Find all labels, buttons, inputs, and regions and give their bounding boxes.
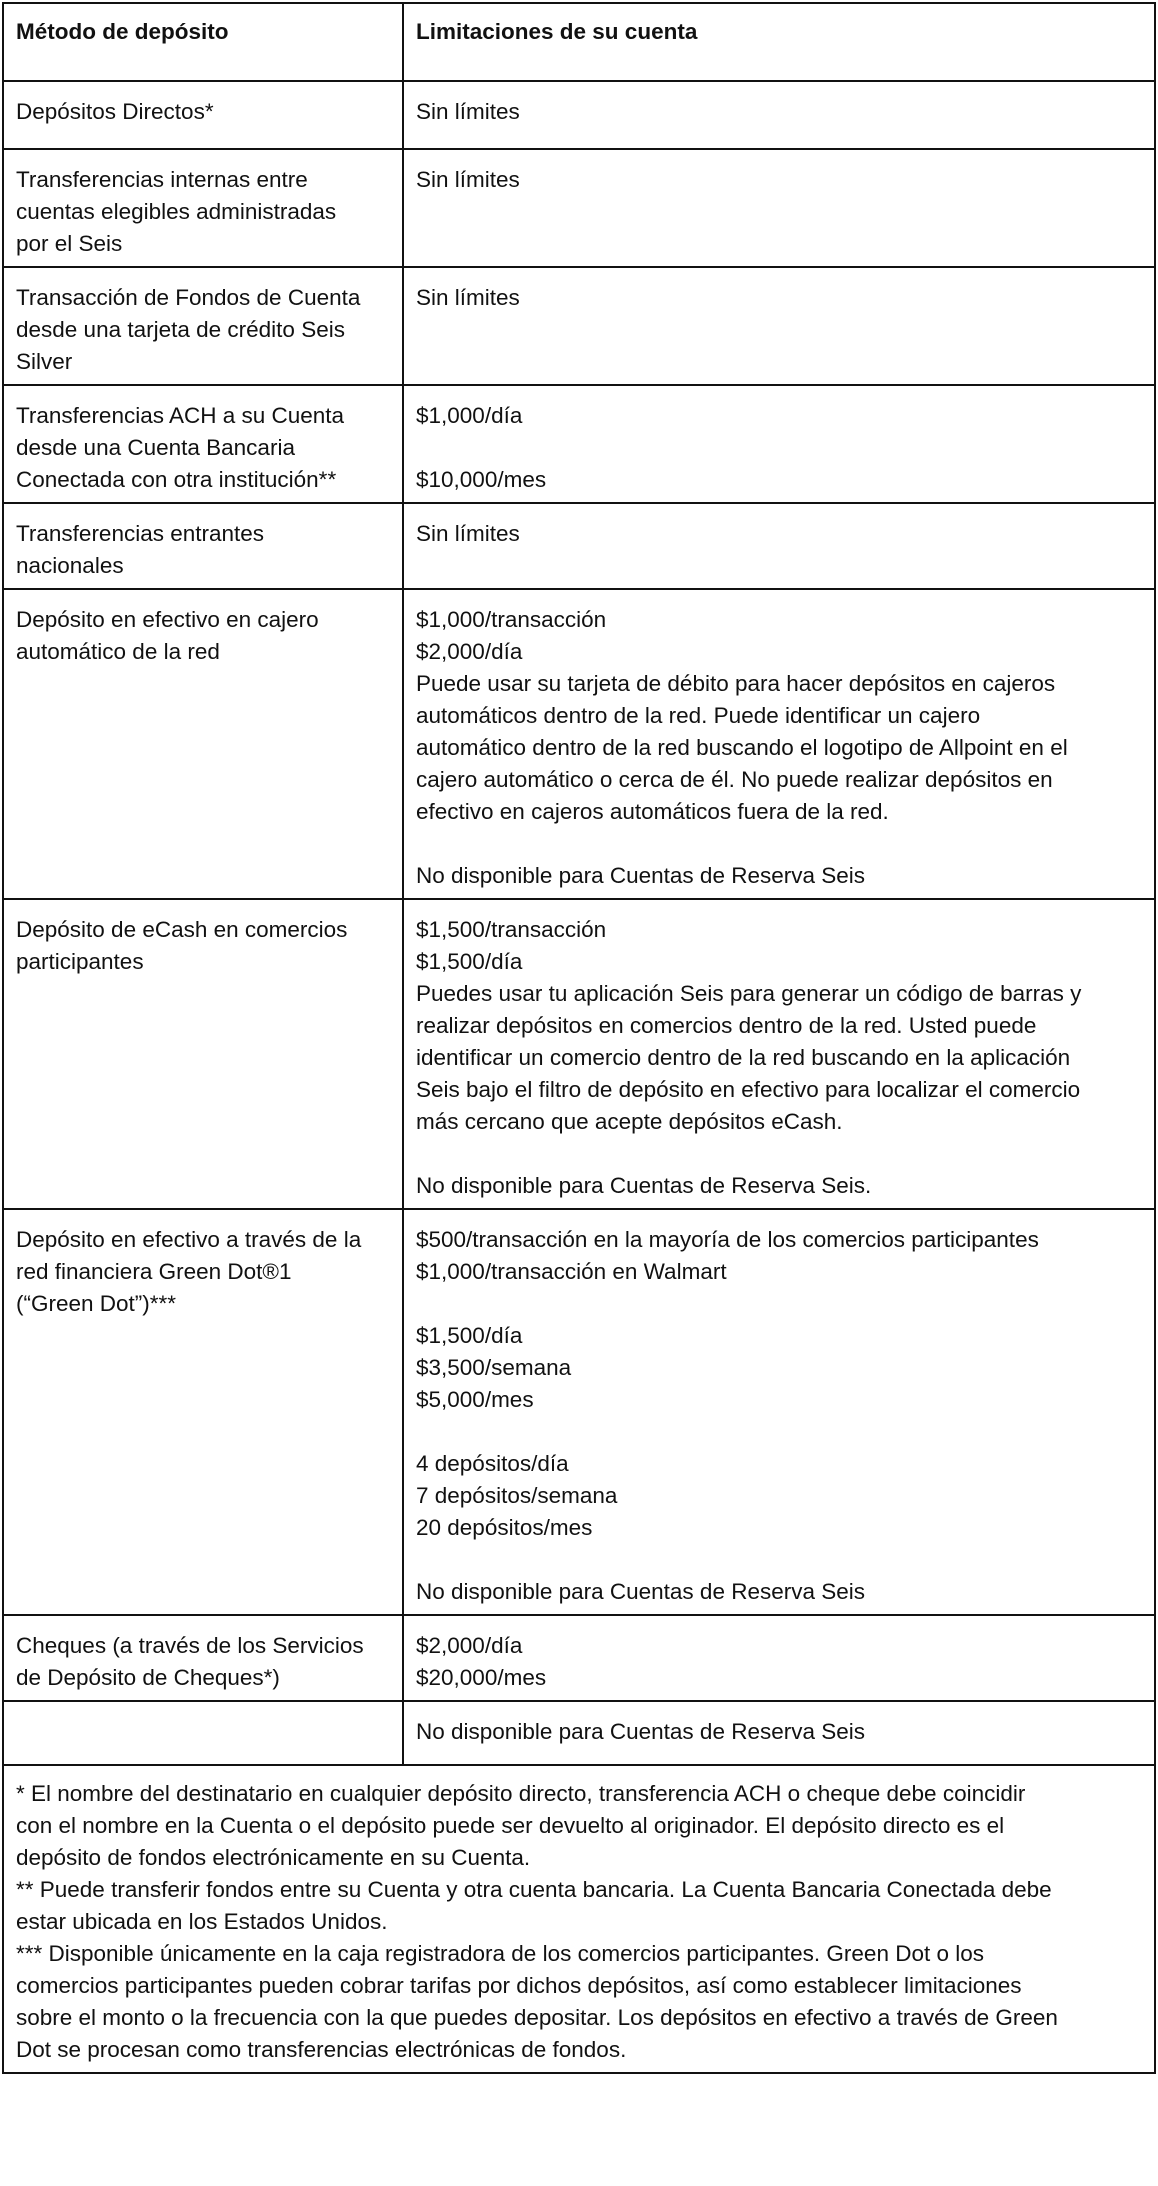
paragraph-gap (416, 828, 1142, 860)
account-limit-cell (403, 149, 1155, 267)
limit-text: $20,000/mes (416, 1665, 547, 1690)
deposit-method-text: Depósito en efectivo en cajero (16, 607, 319, 632)
limit-text: efectivo en cajeros automáticos fuera de la red. (416, 799, 889, 824)
limit-text: más cercano que acepte depósitos eCash. (416, 1109, 843, 1134)
limit-text: $2,000/día (416, 639, 523, 664)
footnote-text: depósito de fondos electrónicamente en su Cuenta. (16, 1845, 531, 1870)
footnote-text: sobre el monto o la frecuencia con la que puedes depositar. Los depósitos en efectivo a través de Green (16, 2005, 1058, 2030)
limit-text: No disponible para Cuentas de Reserva Seis. (416, 1173, 872, 1198)
limit-text: 4 depósitos/día (416, 1451, 569, 1476)
limit-text: automático dentro de la red buscando el logotipo de Allpoint en el (416, 735, 1068, 760)
table-row (3, 1701, 1155, 1765)
deposit-method-cell (3, 385, 403, 503)
footnote-text: con el nombre en la Cuenta o el depósito puede ser devuelto al originador. El depósito directo es el (16, 1813, 1005, 1838)
footnote-text: ** Puede transferir fondos entre su Cuenta y otra cuenta bancaria. La Cuenta Bancaria Conectada debe (16, 1877, 1052, 1902)
table-row (3, 1615, 1155, 1701)
deposit-method-cell (3, 589, 403, 899)
paragraph-gap (416, 1544, 1142, 1576)
deposit-method-cell (3, 149, 403, 267)
deposit-method-text: Silver (16, 349, 73, 374)
deposit-limits-table (2, 2, 1156, 2074)
limit-text: 20 depósitos/mes (416, 1515, 593, 1540)
paragraph-gap (416, 1416, 1142, 1448)
limit-text: Seis bajo el filtro de depósito en efectivo para localizar el comercio (416, 1077, 1081, 1102)
limit-text: automáticos dentro de la red. Puede identificar un cajero (416, 703, 981, 728)
footnote-text: comercios participantes pueden cobrar tarifas por dichos depósitos, así como establecer limitaciones (16, 1973, 1022, 1998)
deposit-method-text: Depósito de eCash en comercios (16, 917, 348, 942)
deposit-method-text: red financiera Green Dot®1 (16, 1259, 292, 1284)
account-limit-cell (403, 267, 1155, 385)
deposit-method-text: automático de la red (16, 639, 220, 664)
account-limit-cell (403, 1209, 1155, 1615)
table-body (3, 81, 1155, 1765)
paragraph-gap (416, 1138, 1142, 1170)
account-limit-cell (403, 589, 1155, 899)
table-row (3, 81, 1155, 149)
table-row (3, 149, 1155, 267)
limit-text: Puedes usar tu aplicación Seis para generar un código de barras y (416, 981, 1082, 1006)
header-account-limits: Limitaciones de su cuenta (403, 3, 1155, 81)
account-limit-cell (403, 81, 1155, 149)
footnote-text: estar ubicada en los Estados Unidos. (16, 1909, 388, 1934)
deposit-method-cell (3, 1615, 403, 1701)
account-limit-cell (403, 1615, 1155, 1701)
table-row (3, 1209, 1155, 1615)
deposit-method-text: Cheques (a través de los Servicios (16, 1633, 364, 1658)
deposit-method-text: Transferencias entrantes (16, 521, 265, 546)
limit-text: $1,500/día (416, 1323, 523, 1348)
table-row (3, 589, 1155, 899)
deposit-method-text: (“Green Dot”)*** (16, 1291, 177, 1316)
limit-text: $500/transacción en la mayoría de los comercios participantes (416, 1227, 1039, 1252)
header-deposit-method: Método de depósito (3, 3, 403, 81)
limit-text: Sin límites (416, 521, 520, 546)
deposit-method-cell (3, 1209, 403, 1615)
paragraph-gap (416, 1288, 1142, 1320)
limit-text: 7 depósitos/semana (416, 1483, 618, 1508)
limit-text: $1,000/transacción (416, 607, 607, 632)
table-row (3, 267, 1155, 385)
limit-text: cajero automático o cerca de él. No puede realizar depósitos en (416, 767, 1053, 792)
limit-text: $1,500/transacción (416, 917, 607, 942)
limit-text: Sin límites (416, 285, 520, 310)
footnote-text: Dot se procesan como transferencias electrónicas de fondos. (16, 2037, 627, 2062)
limit-text: Puede usar su tarjeta de débito para hacer depósitos en cajeros (416, 671, 1056, 696)
deposit-method-text: Transferencias internas entre (16, 167, 308, 192)
footnotes (3, 1765, 1155, 2073)
footnote-text: *** Disponible únicamente en la caja registradora de los comercios participantes. Green Dot o los (16, 1941, 985, 1966)
table-row (3, 899, 1155, 1209)
limit-text: $10,000/mes (416, 467, 547, 492)
table-header-row (3, 3, 1155, 81)
deposit-method-text: por el Seis (16, 231, 123, 256)
limit-text: $3,500/semana (416, 1355, 572, 1380)
deposit-method-cell (3, 503, 403, 589)
deposit-method-cell (3, 81, 403, 149)
deposit-method-text: nacionales (16, 553, 124, 578)
table-row (3, 503, 1155, 589)
deposit-method-text: Transferencias ACH a su Cuenta (16, 403, 345, 428)
paragraph-gap (416, 432, 1142, 464)
table-row (3, 385, 1155, 503)
footnotes-row (3, 1765, 1155, 2073)
limit-text: No disponible para Cuentas de Reserva Seis (416, 863, 866, 888)
limit-text: $1,500/día (416, 949, 523, 974)
account-limit-cell (403, 503, 1155, 589)
limit-text: Sin límites (416, 99, 520, 124)
limit-text: $1,000/transacción en Walmart (416, 1259, 727, 1284)
footnote-text: * El nombre del destinatario en cualquier depósito directo, transferencia ACH o cheque debe coincidir (16, 1781, 1026, 1806)
deposit-method-text: de Depósito de Cheques*) (16, 1665, 280, 1690)
deposit-method-text: Conectada con otra institución** (16, 467, 337, 492)
deposit-method-text: Depósito en efectivo a través de la (16, 1227, 362, 1252)
limit-text: Sin límites (416, 167, 520, 192)
deposit-method-text: cuentas elegibles administradas (16, 199, 337, 224)
deposit-method-cell (3, 899, 403, 1209)
deposit-method-text: Transacción de Fondos de Cuenta (16, 285, 361, 310)
deposit-method-text: participantes (16, 949, 144, 974)
deposit-method-cell (3, 1701, 403, 1765)
limit-text: realizar depósitos en comercios dentro de la red. Usted puede (416, 1013, 1037, 1038)
deposit-method-cell (3, 267, 403, 385)
limit-text: $2,000/día (416, 1633, 523, 1658)
limit-text: No disponible para Cuentas de Reserva Seis (416, 1719, 866, 1744)
deposit-method-text: Depósitos Directos* (16, 99, 214, 124)
deposit-method-text: desde una Cuenta Bancaria (16, 435, 295, 460)
limit-text: identificar un comercio dentro de la red buscando en la aplicación (416, 1045, 1071, 1070)
limit-text: $1,000/día (416, 403, 523, 428)
account-limit-cell (403, 385, 1155, 503)
deposit-method-text: desde una tarjeta de crédito Seis (16, 317, 345, 342)
account-limit-cell (403, 899, 1155, 1209)
limit-text: $5,000/mes (416, 1387, 534, 1412)
account-limit-cell (403, 1701, 1155, 1765)
limit-text: No disponible para Cuentas de Reserva Seis (416, 1579, 866, 1604)
